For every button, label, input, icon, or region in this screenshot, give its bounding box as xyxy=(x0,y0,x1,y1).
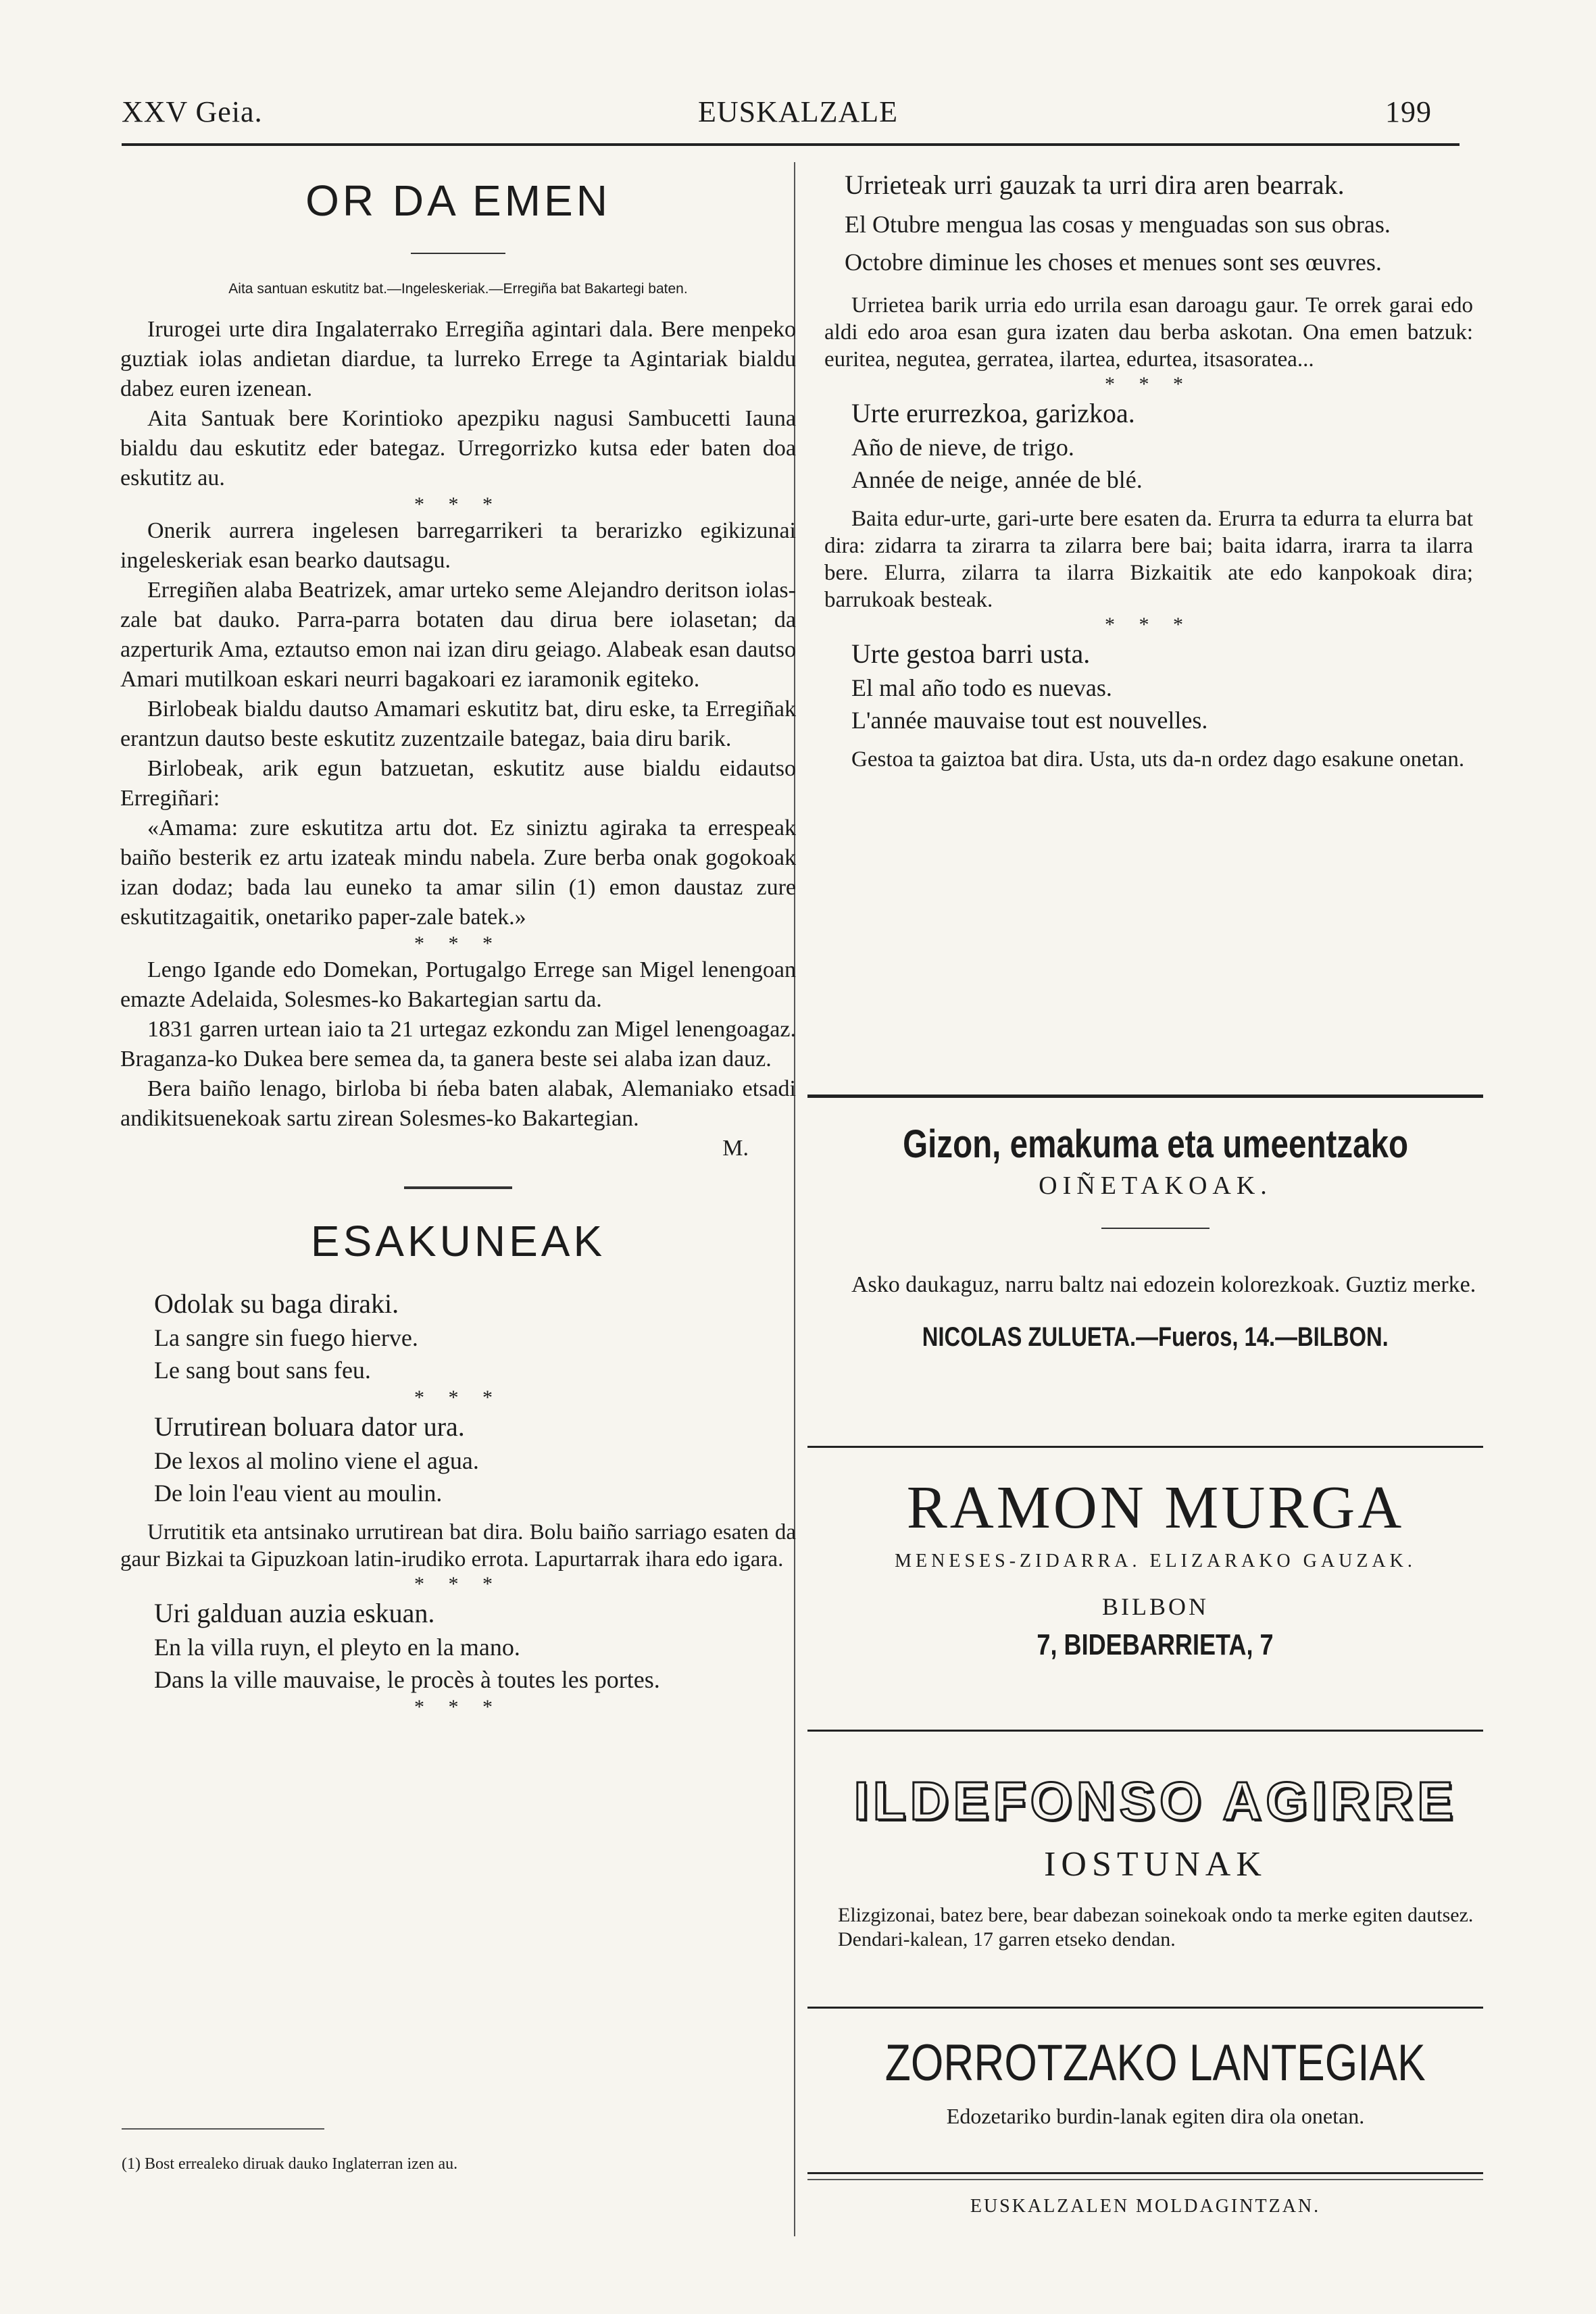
ad-agirre-line2: Dendari-kalean, 17 garren etseko dendan. xyxy=(838,1928,1176,1951)
section-stars: * * * xyxy=(414,932,502,955)
proverb-spanish: La sangre sin fuego hierve. xyxy=(154,1324,418,1351)
ad-shoes xyxy=(818,1122,1493,1353)
proverb-french: Le sang bout sans feu. xyxy=(154,1357,371,1384)
ad-agirre xyxy=(818,1770,1493,1952)
section-stars: * * * xyxy=(1105,373,1193,395)
ad-murga-address: 7, BIDEBARRIETA, 7 xyxy=(1037,1628,1274,1661)
ad-shoes-title: Gizon, emakuma eta umeentzako xyxy=(903,1122,1408,1166)
ad-separator xyxy=(807,2179,1483,2180)
footnote-rule xyxy=(122,2128,324,2130)
right-column xyxy=(824,168,1473,773)
ad-murga-city: BILBON xyxy=(1102,1593,1209,1620)
title-rule xyxy=(411,253,505,254)
left-column xyxy=(120,162,796,1719)
section-separator xyxy=(404,1186,512,1189)
ad-separator xyxy=(807,2172,1483,2174)
section-stars: * * * xyxy=(414,1696,502,1718)
proverb-spanish: Año de nieve, de trigo. xyxy=(851,434,1074,461)
ad-murga xyxy=(818,1473,1493,1662)
footnote: (1) Bost errealeko diruak dauko Inglaterran izen au. xyxy=(122,2155,458,2173)
ad-shoes-body: Asko daukaguz, narru baltz nai edozein kolorezkoak. Guztiz merke. xyxy=(851,1272,1476,1297)
proverb-basque: Urrieteak urri gauzak ta urri dira aren bearrak. xyxy=(845,170,1345,200)
header-rule xyxy=(122,143,1460,146)
paragraph: Bera baiño lenago, birloba bi ńeba baten alabak, Alemaniako etsadi andikitsuenekoak sartu zirean Solesmes-ko Bakartegian. xyxy=(120,1076,796,1131)
proverb-4 xyxy=(824,168,1473,278)
article-title: OR DA EMEN xyxy=(305,176,611,225)
intro-paragraphs xyxy=(120,315,796,493)
proverb-2 xyxy=(120,1409,796,1509)
proverb-basque: Odolak su baga diraki. xyxy=(154,1288,399,1319)
proverb-note: Urrietea barik urria edo urrila esan daroagu gaur. Te orrek garai edo aldi edo aroa esan gura izaten dau berba askotan. Ona emen batzuk: euritea, negutea, gerratea, ilartea, edurtea, itsasoratea... xyxy=(824,293,1473,372)
proverb-spanish: En la villa ruyn, el pleyto en la mano. xyxy=(154,1634,520,1661)
paragraph: Onerik aurrera ingelesen barregarrikeri ta berarizko egikizunai ingeleskeriak esan bearko dautsagu. xyxy=(120,518,796,573)
proverb-french: Année de neige, année de blé. xyxy=(851,466,1143,493)
ad-rule xyxy=(1101,1228,1210,1229)
ads-rule xyxy=(807,1095,1483,1098)
proverb-basque: Urte gestoa barri usta. xyxy=(851,638,1091,669)
ad-separator xyxy=(807,1730,1483,1732)
ad-agirre-title: ILDEFONSO AGIRRE xyxy=(853,1771,1457,1831)
section-title-esakuneak: ESAKUNEAK xyxy=(310,1217,606,1265)
proverb-spanish: El mal año todo es nuevas. xyxy=(851,674,1112,701)
running-header-left: XXV Geia. xyxy=(122,95,263,128)
proverb-french: De loin l'eau vient au moulin. xyxy=(154,1480,443,1507)
ad-zorrotza-body: Edozetariko burdin-lanak egiten dira ola onetan. xyxy=(946,2104,1365,2128)
proverb-spanish: De lexos al molino viene el agua. xyxy=(154,1447,479,1474)
section-stars: * * * xyxy=(414,1386,502,1409)
ad-separator xyxy=(807,1446,1483,1448)
paragraph: Birlobeak bialdu dautso Amamari eskutitz bat, diru eske, ta Erregiñak erantzun dautso beste eskutitz zuzentzaile bategaz, baia diru barik. xyxy=(120,697,796,751)
paragraph: Irurogei urte dira Ingalaterrako Erregiña agintari dala. Bere menpeko guztiak iolas andietan diardue, ta lurreko Errege ta Agintariak bialdu dabez euren izenean. xyxy=(120,317,796,401)
proverb-basque: Urrutirean boluara dator ura. xyxy=(154,1411,465,1442)
proverb-spanish: El Otubre mengua las cosas y menguadas son sus obras. xyxy=(845,211,1391,238)
ad-separator xyxy=(807,2007,1483,2009)
section-stars: * * * xyxy=(414,1573,502,1595)
section-stars: * * * xyxy=(1105,613,1193,636)
ad-agirre-line1: Elizgizonai, batez bere, bear dabezan soinekoak ondo ta merke egiten dautsez. xyxy=(838,1904,1474,1926)
proverb-6 xyxy=(824,636,1473,736)
section-stars: * * * xyxy=(414,493,502,515)
running-header-title: EUSKALZALE xyxy=(698,95,898,128)
page-number: 199 xyxy=(1385,95,1432,128)
proverb-note: Baita edur-urte, gari-urte bere esaten da. Erurra ta edurra ta elurra bat dira: zidarra ta zirarra ta zilarra bere bai; baita idarra, irarra ta ilarra bere. Elurra, zilarra ta ilarra Bizkaitik ate edo kanpokoak dira; barrukoak besteak. xyxy=(824,507,1473,612)
ad-shoes-subtitle: OIÑETAKOAK. xyxy=(1039,1172,1272,1200)
ad-agirre-subtitle: IOSTUNAK xyxy=(1044,1845,1267,1884)
paragraph: 1831 garren urtean iaio ta 21 urtegaz ezkondu zan Migel lenengoagaz. Braganza-ko Dukea bere semea da, ta ganera beste sei alaba izan dauz. xyxy=(120,1017,796,1072)
proverb-note: Urrutitik eta antsinako urrutirean bat dira. Bolu baiño sarriago esaten da gaur Bizkai ta Gipuzkoan latin-irudiko errota. Lapurtarrak ihara edo igara. xyxy=(120,1520,796,1571)
proverb-basque: Uri galduan auzia eskuan. xyxy=(154,1598,435,1628)
proverb-french: L'année mauvaise tout est nouvelles. xyxy=(851,707,1208,734)
paragraph: Erregiñen alaba Beatrizek, amar urteko seme Alejandro deritson iolas-zale bat dauko. Parra-parra botaten dau dirua bere iolasetan; da azperturik Ama, eztautso emon nai izan diru geiago. Alabeak esan dautso Amari mutilkoan eskari neurri bagakoari ez iaramonik egiteko. xyxy=(120,578,796,692)
proverb-3 xyxy=(120,1596,796,1696)
paragraph: Aita Santuak bere Korintioko apezpiku nagusi Sambucetti Iauna bialdu dau eskutitz eder bategaz. Urregorrizko kutsa eder baten doa eskutitz au. xyxy=(120,406,796,491)
paragraph: Birlobeak, arik egun batzuetan, eskutitz ause bialdu eidautso Erregiñari: xyxy=(120,756,796,811)
ad-zorrotza-title: ZORROTZAKO LANTEGIAK xyxy=(885,2034,1426,2092)
proverb-basque: Urte erurrezkoa, garizkoa. xyxy=(851,398,1135,428)
printer-imprint: EUSKALZALEN MOLDAGINTZAN. xyxy=(970,2196,1321,2217)
proverb-1 xyxy=(120,1286,796,1386)
ad-shoes-address: NICOLAS ZULUETA.—Fueros, 14.—BILBON. xyxy=(922,1322,1389,1352)
ingeleskeriak-paragraphs xyxy=(120,516,796,932)
proverb-french: Octobre diminue les choses et menues sont ses œuvres. xyxy=(845,249,1382,276)
ad-murga-subtitle: MENESES-ZIDARRA. ELIZARAKO GAUZAK. xyxy=(895,1551,1416,1571)
signature: M. xyxy=(722,1136,749,1161)
paragraph: Lengo Igande edo Domekan, Portugalgo Errege san Migel lenengoan emazte Adelaida, Solesmes-ko Bakartegian sartu da. xyxy=(120,957,796,1012)
proverb-french: Dans la ville mauvaise, le procès à toutes les portes. xyxy=(154,1666,660,1693)
bakartegi-paragraphs xyxy=(120,955,796,1134)
proverb-5 xyxy=(824,396,1473,496)
article-subtitle: Aita santuan eskutitz bat.—Ingeleskeriak.—Erregiña bat Bakartegi baten. xyxy=(228,281,688,297)
ad-murga-title: RAMON MURGA xyxy=(906,1474,1405,1541)
paragraph: «Amama: zure eskutitza artu dot. Ez siniztu agiraka ta errespeak baiño besterik ez artu izateak mindu nabela. Zure berba onak gogokoak izan dodaz; bada lau euneko ta amar silin (1) emon daustaz zure eskutitzagaitik, onetariko paper-zale batek.» xyxy=(120,815,796,930)
proverb-note: Gestoa ta gaiztoa bat dira. Usta, uts da-n ordez dago esakune onetan. xyxy=(851,747,1465,772)
ad-zorrotza xyxy=(818,2034,1493,2129)
